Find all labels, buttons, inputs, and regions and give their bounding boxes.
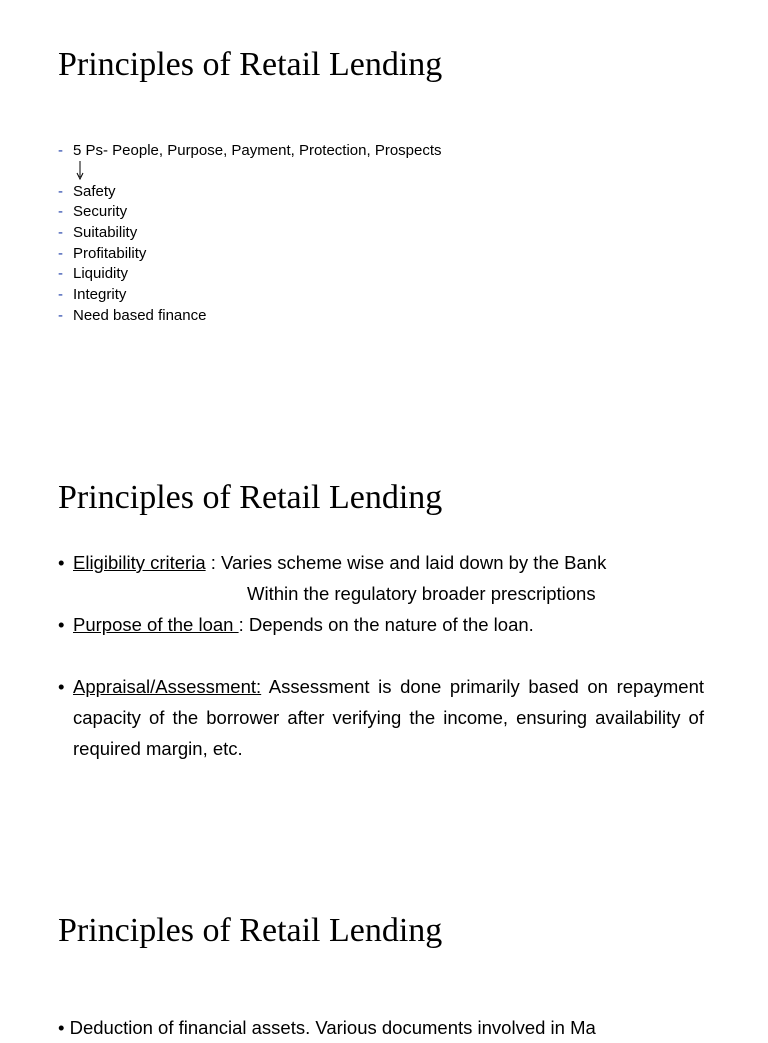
appraisal-label: Appraisal/Assessment: — [73, 676, 262, 697]
list-item-text: Suitability — [73, 224, 138, 242]
list-item — [58, 306, 442, 327]
dash-marker: - — [58, 286, 63, 304]
bullet-marker: • — [58, 676, 65, 697]
principles-list — [58, 141, 442, 327]
eligibility-label: Eligibility criteria — [73, 552, 206, 573]
appraisal-text: Assessment is done primarily based on repayment capacity of the borrower after verifying the income, ensuring availability of required margin, etc. — [73, 676, 704, 759]
list-item — [58, 202, 442, 223]
list-item-text: Liquidity — [73, 265, 129, 283]
list-item-text: Safety — [73, 182, 116, 200]
dash-marker: - — [58, 244, 63, 262]
list-item — [58, 141, 442, 162]
dash-marker: - — [58, 306, 63, 324]
eligibility-text: : Varies scheme wise and laid down by the Bank — [205, 552, 607, 573]
purpose-label: Purpose of the loan — [73, 614, 239, 635]
slide-3-title: Principles of Retail Lending — [58, 912, 443, 949]
bullet-marker: • — [58, 614, 65, 635]
bullet-marker: • — [58, 552, 65, 573]
list-item — [58, 264, 442, 285]
dash-marker: - — [58, 142, 63, 159]
appraisal-bullet — [58, 671, 704, 764]
list-item-text: Profitability — [73, 244, 147, 262]
purpose-text: : Depends on the nature of the loan. — [238, 614, 534, 635]
slide-2-bullets — [58, 547, 704, 764]
dash-marker: - — [58, 224, 63, 242]
dash-marker: - — [58, 265, 63, 283]
eligibility-bullet — [58, 547, 704, 609]
list-item-text: 5 Ps- People, Purpose, Payment, Protection, Prospects — [73, 142, 442, 159]
list-item-text: Integrity — [73, 286, 127, 304]
slide-2-title: Principles of Retail Lending — [58, 479, 443, 516]
eligibility-continuation: Within the regulatory broader prescriptions — [247, 583, 596, 604]
list-item-text: Security — [73, 203, 128, 221]
partial-bullet-line: • Deduction of financial assets. Various documents involved in Ma — [58, 1017, 596, 1038]
dash-marker: - — [58, 203, 63, 221]
list-item — [58, 285, 442, 306]
dash-marker: - — [58, 182, 63, 200]
list-item-text: Need based finance — [73, 306, 207, 324]
purpose-bullet — [58, 609, 704, 640]
list-item — [58, 244, 442, 265]
list-item — [58, 223, 442, 244]
list-item — [58, 182, 442, 203]
slide-1-title: Principles of Retail Lending — [58, 46, 443, 83]
